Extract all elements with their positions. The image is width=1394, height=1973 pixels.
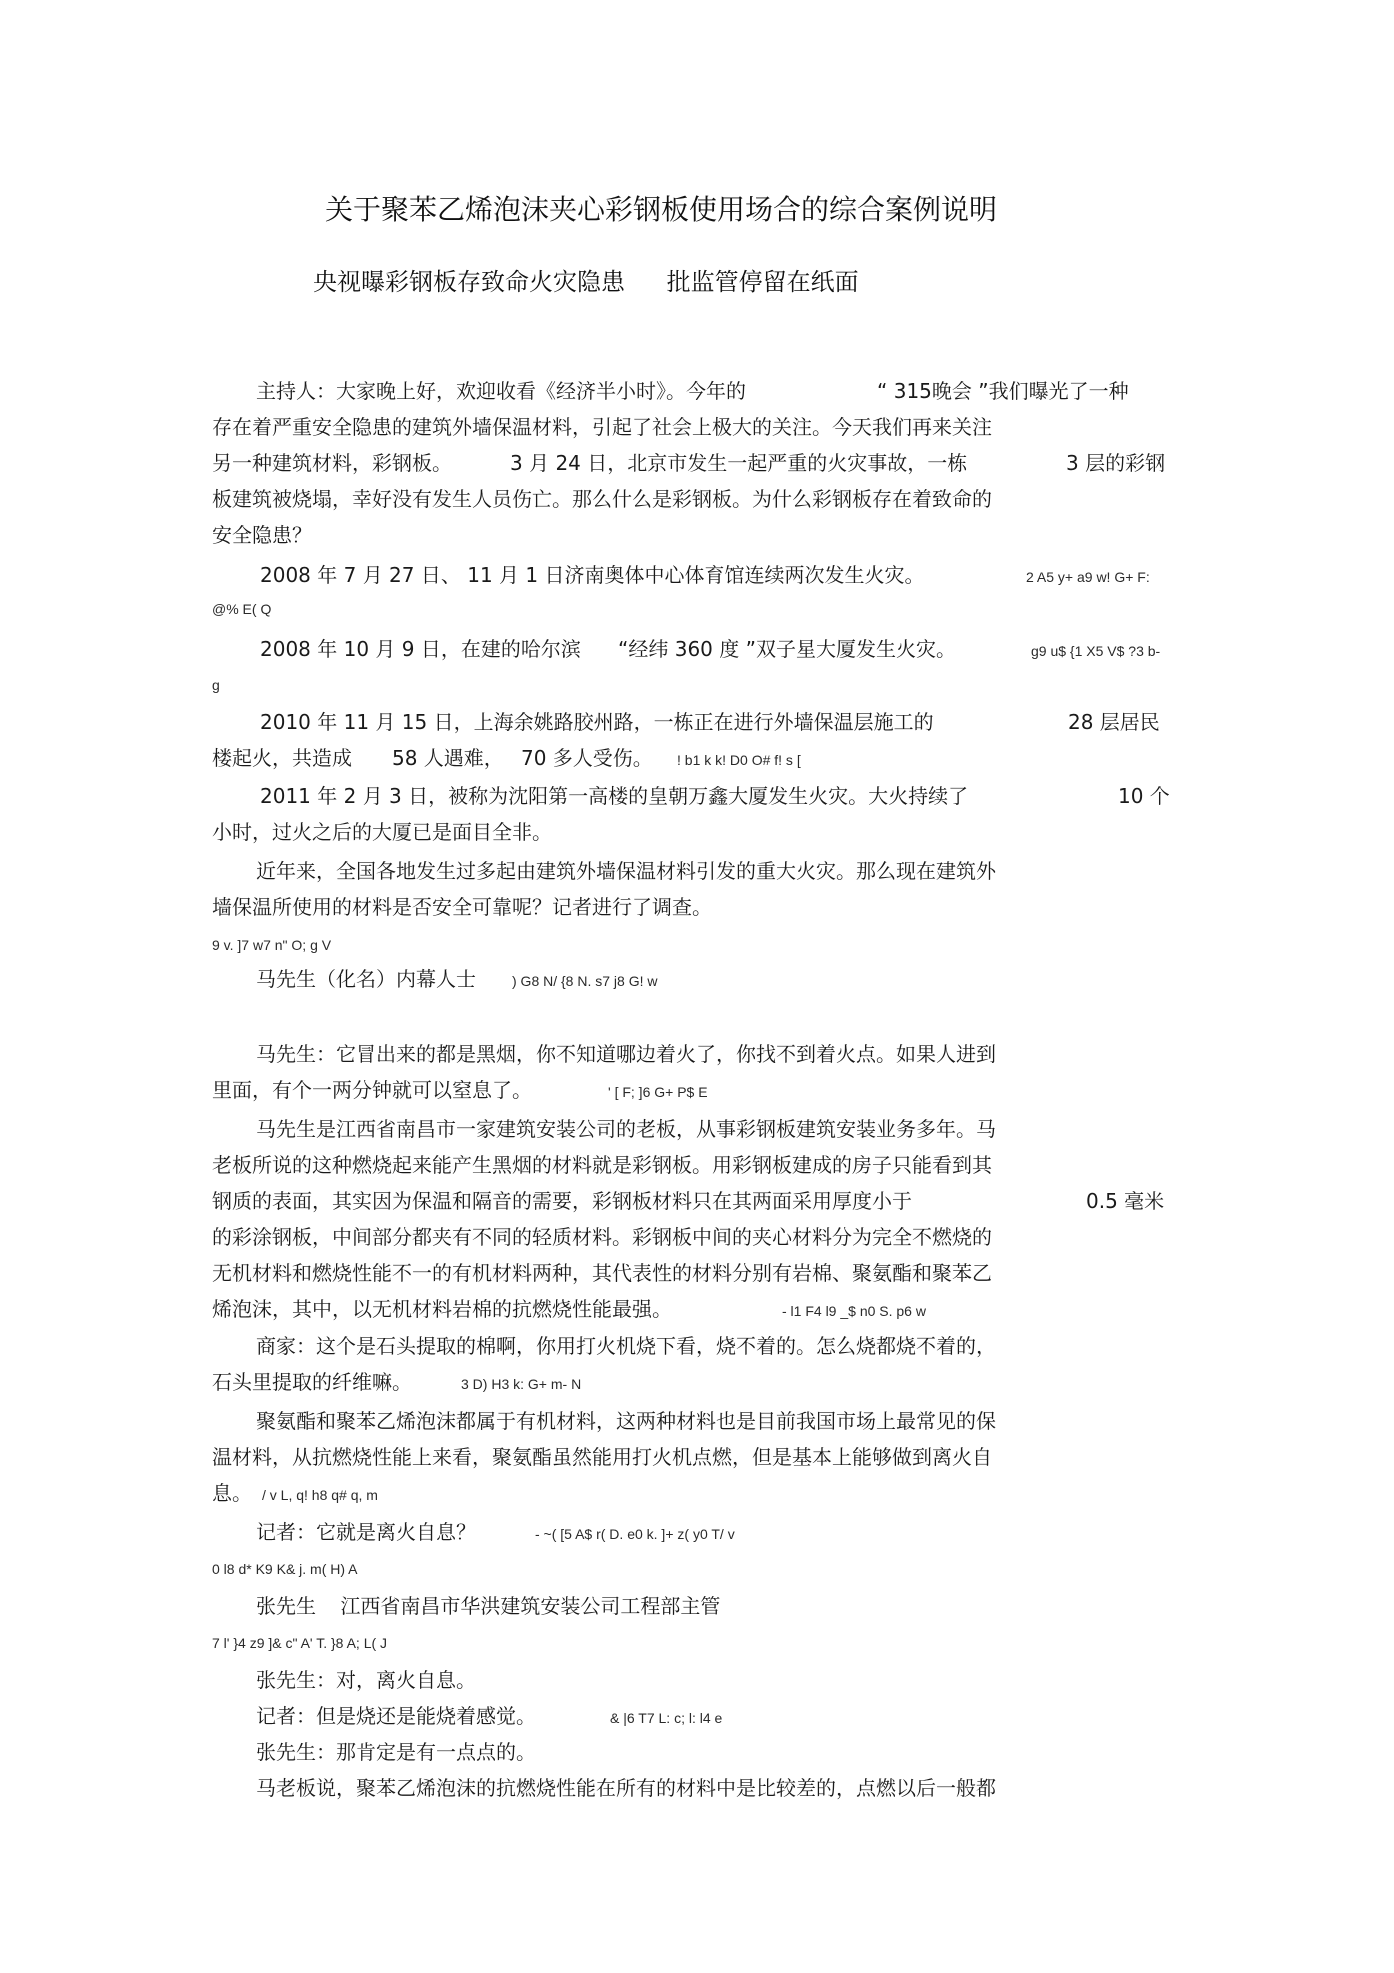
text-line: 2008 年 7 月 27 日、 11 月 1 日济南奥体中心体育馆连续两次发生火灾。 bbox=[260, 563, 925, 587]
text-line: 马先生：它冒出来的都是黑烟，你不知道哪边着火了，你找不到着火点。如果人进到 bbox=[256, 1042, 996, 1066]
garble-text: @% E( Q bbox=[212, 601, 272, 617]
document-title: 关于聚苯乙烯泡沫夹心彩钢板使用场合的综合案例说明 bbox=[325, 193, 998, 226]
text-line: 里面，有个一两分钟就可以窒息了。 bbox=[212, 1078, 532, 1102]
text-line: 板建筑被烧塌，幸好没有发生人员伤亡。那么什么是彩钢板。为什么彩钢板存在着致命的 bbox=[212, 487, 992, 511]
text-line: 楼起火，共造成 bbox=[212, 746, 352, 770]
text-line: 近年来，全国各地发生过多起由建筑外墙保温材料引发的重大火灾。那么现在建筑外 bbox=[256, 859, 996, 883]
text-line: 商家：这个是石头提取的棉啊，你用打火机烧下看，烧不着的。怎么烧都烧不着的， bbox=[256, 1334, 996, 1358]
text-line: 2011 年 2 月 3 日，被称为沈阳第一高楼的皇朝万鑫大厦发生火灾。大火持续了 bbox=[260, 784, 969, 808]
garble-text: - l1 F4 l9 _$ n0 S. p6 w bbox=[782, 1303, 926, 1319]
garble-text: & |6 T7 L: c; l: l4 e bbox=[610, 1710, 723, 1726]
text-line: 0.5 毫米 bbox=[1086, 1189, 1165, 1213]
text-line: 聚氨酯和聚苯乙烯泡沫都属于有机材料，这两种材料也是目前我国市场上最常见的保 bbox=[256, 1409, 996, 1433]
text-line: 张先生：对，离火自息。 bbox=[256, 1668, 476, 1692]
document-subtitle: 央视曝彩钢板存致命火灾隐患 批监管停留在纸面 bbox=[313, 268, 859, 296]
garble-text: - ~( [5 A$ r( D. e0 k. ]+ z( y0 T/ v bbox=[535, 1526, 735, 1542]
garble-text: 9 v. ]7 w7 n" O; g V bbox=[212, 937, 332, 953]
text-line: 马老板说，聚苯乙烯泡沫的抗燃烧性能在所有的材料中是比较差的，点燃以后一般都 bbox=[256, 1776, 996, 1800]
garble-text: / v L, q! h8 q# q, m bbox=[262, 1487, 378, 1503]
text-line: 记者：它就是离火自息？ bbox=[256, 1520, 476, 1544]
text-line: 马先生是江西省南昌市一家建筑安装公司的老板，从事彩钢板建筑安装业务多年。马 bbox=[256, 1117, 996, 1141]
text-line: 2008 年 10 月 9 日，在建的哈尔滨 bbox=[260, 637, 581, 661]
text-line: 安全隐患？ bbox=[212, 523, 312, 547]
text-line: “经纬 360 度 ”双子星大厦发生火灾。 bbox=[618, 637, 956, 661]
garble-text: 0 l8 d* K9 K& j. m( H) A bbox=[212, 1561, 358, 1577]
text-line: 烯泡沫，其中，以无机材料岩棉的抗燃烧性能最强。 bbox=[212, 1297, 672, 1321]
text-line: 无机材料和燃烧性能不一的有机材料两种，其代表性的材料分别有岩棉、聚氨酯和聚苯乙 bbox=[212, 1261, 992, 1285]
text-line: 2010 年 11 月 15 日，上海余姚路胶州路，一栋正在进行外墙保温层施工的 bbox=[260, 710, 934, 734]
text-line: 温材料，从抗燃烧性能上来看，聚氨酯虽然能用打火机点燃，但是基本上能够做到离火自 bbox=[212, 1445, 992, 1469]
text-line: 钢质的表面，其实因为保温和隔音的需要，彩钢板材料只在其两面采用厚度小于 bbox=[212, 1189, 912, 1213]
text-line: 10 个 bbox=[1118, 784, 1170, 808]
text-line: 张先生：那肯定是有一点点的。 bbox=[256, 1740, 536, 1764]
text-line: 另一种建筑材料，彩钢板。 bbox=[212, 451, 452, 475]
text-line: 主持人：大家晚上好，欢迎收看《经济半小时》。今年的 bbox=[256, 379, 746, 403]
garble-text: g9 u$ {1 X5 V$ ?3 b- bbox=[1031, 643, 1161, 659]
garble-text: ) G8 N/ {8 N. s7 j8 G! w bbox=[512, 973, 658, 989]
garble-text: 3 D) H3 k: G+ m- N bbox=[461, 1376, 582, 1392]
text-line: 息。 bbox=[212, 1481, 252, 1505]
text-line: 老板所说的这种燃烧起来能产生黑烟的材料就是彩钢板。用彩钢板建成的房子只能看到其 bbox=[212, 1153, 992, 1177]
text-line: 58 人遇难， bbox=[392, 746, 504, 770]
text-line: 石头里提取的纤维嘛。 bbox=[212, 1370, 412, 1394]
text-line: 3 月 24 日，北京市发生一起严重的火灾事故，一栋 bbox=[510, 451, 968, 475]
text-line: 墙保温所使用的材料是否安全可靠呢？记者进行了调查。 bbox=[212, 895, 712, 919]
text-line: 存在着严重安全隐患的建筑外墙保温材料，引起了社会上极大的关注。今天我们再来关注 bbox=[212, 415, 992, 439]
garble-text: 7 l' }4 z9 ]& c" A' T. }8 A; L( J bbox=[212, 1635, 388, 1651]
garble-text: g bbox=[212, 677, 220, 693]
garble-text: 2 A5 y+ a9 w! G+ F: bbox=[1026, 569, 1150, 585]
text-line: 小时，过火之后的大厦已是面目全非。 bbox=[212, 820, 552, 844]
text-line: 28 层居民 bbox=[1068, 710, 1160, 734]
text-line: 3 层的彩钢 bbox=[1066, 451, 1166, 475]
speaker-caption: 张先生 江西省南昌市华洪建筑安装公司工程部主管 bbox=[256, 1594, 721, 1618]
text-line: “ 315晚会 ”我们曝光了一种 bbox=[877, 379, 1129, 403]
garble-text: ' [ F; ]6 G+ P$ E bbox=[608, 1084, 708, 1100]
speaker-caption: 马先生（化名）内幕人士 bbox=[256, 967, 476, 991]
garble-text: ! b1 k k! D0 O# f! s [ bbox=[677, 752, 801, 768]
text-line: 70 多人受伤。 bbox=[521, 746, 653, 770]
text-line: 的彩涂钢板，中间部分都夹有不同的轻质材料。彩钢板中间的夹心材料分为完全不燃烧的 bbox=[212, 1225, 992, 1249]
text-line: 记者：但是烧还是能烧着感觉。 bbox=[256, 1704, 536, 1728]
